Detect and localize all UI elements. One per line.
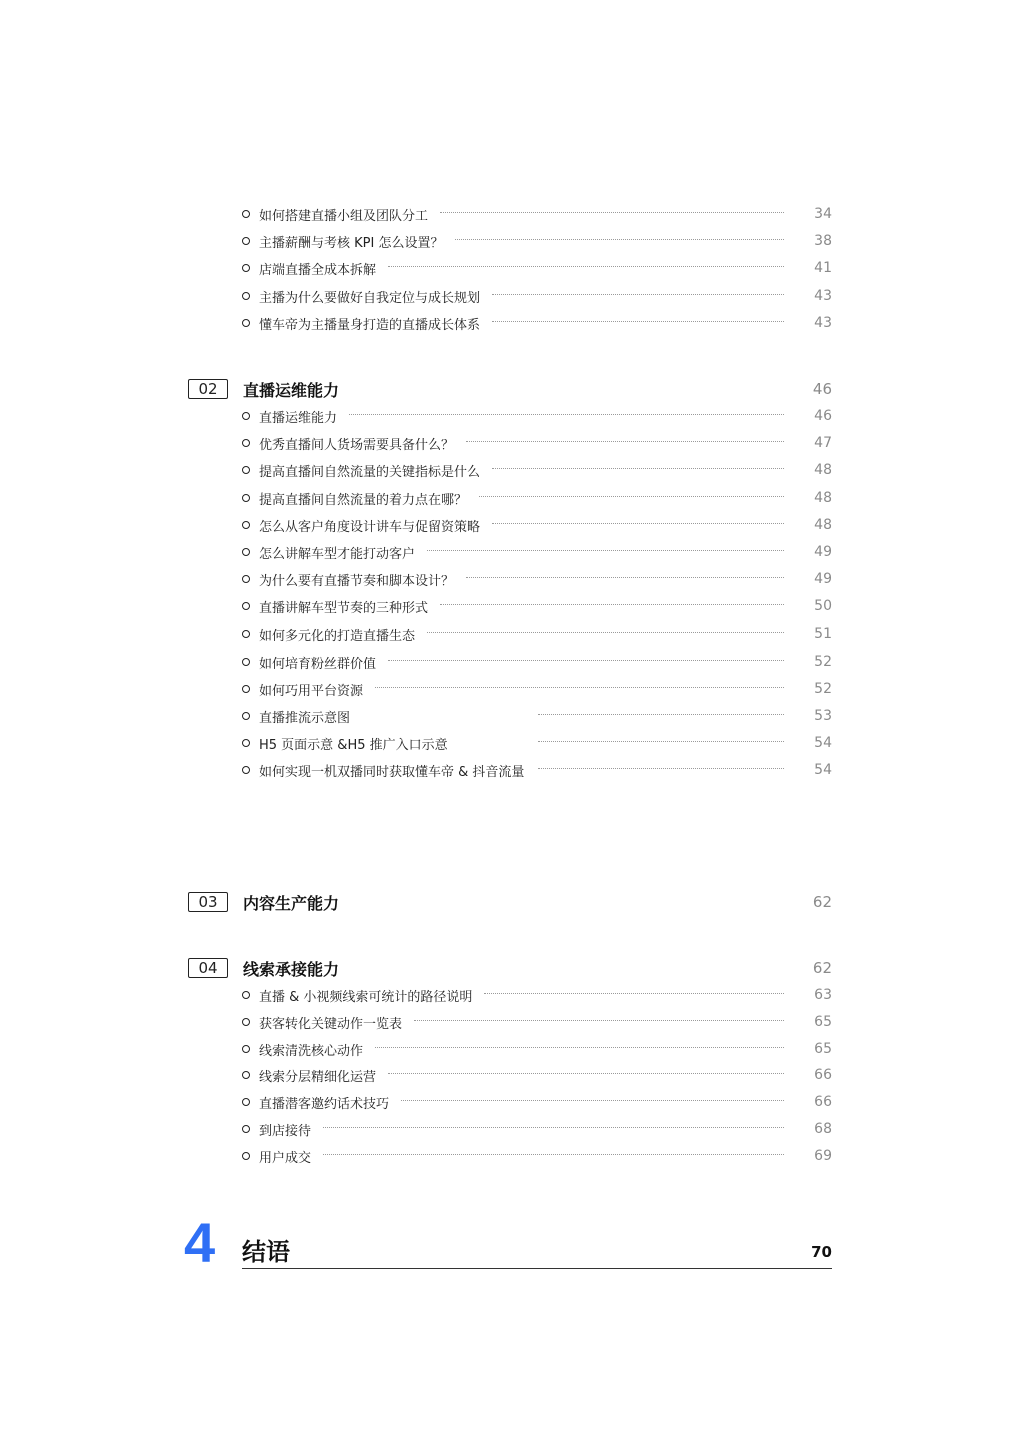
bullet-icon <box>242 1018 250 1026</box>
toc-entry[interactable] <box>242 286 832 306</box>
toc-entry-label: 直播运维能力 <box>259 410 338 426</box>
toc-entry[interactable] <box>242 433 832 453</box>
toc-entry-label: 线索分层精细化运营 <box>259 1069 377 1085</box>
toc-entry[interactable] <box>242 706 832 726</box>
bullet-icon <box>242 319 250 327</box>
bullet-icon <box>242 521 250 529</box>
bullet-icon <box>242 766 250 774</box>
chapter-title: 结语 <box>242 1238 290 1266</box>
toc-entry[interactable] <box>242 1092 832 1112</box>
dot-leader <box>466 441 784 442</box>
toc-entry-page: 66 <box>814 1067 832 1083</box>
dot-leader <box>492 468 784 469</box>
toc-entry[interactable] <box>242 652 832 672</box>
bullet-icon <box>242 1152 250 1160</box>
toc-entry-page: 54 <box>814 762 832 778</box>
toc-entry[interactable] <box>242 313 832 333</box>
dot-leader <box>388 660 784 661</box>
toc-entry-page: 38 <box>814 233 832 249</box>
bullet-icon <box>242 575 250 583</box>
toc-entry-label: 提高直播间自然流量的关键指标是什么 <box>259 464 481 480</box>
bullet-icon <box>242 1098 250 1106</box>
toc-entry-page: 66 <box>814 1094 832 1110</box>
toc-entry[interactable] <box>242 1065 832 1085</box>
bullet-icon <box>242 739 250 747</box>
toc-entry-label: 如何搭建直播小组及团队分工 <box>259 208 429 224</box>
toc-section-03[interactable] <box>188 890 832 914</box>
section-page: 62 <box>812 893 832 911</box>
dot-leader <box>375 1047 784 1048</box>
toc-entry[interactable] <box>242 624 832 644</box>
toc-entry[interactable] <box>242 406 832 426</box>
chapter-number: 4 <box>184 1211 216 1274</box>
toc-entry-label: 怎么讲解车型才能打动客户 <box>259 546 416 562</box>
dot-leader <box>484 993 784 994</box>
toc-entry-page: 63 <box>814 987 832 1003</box>
toc-entry[interactable] <box>242 1012 832 1032</box>
dot-leader <box>538 768 784 769</box>
dot-leader <box>492 294 784 295</box>
toc-entry-page: 47 <box>814 435 832 451</box>
bullet-icon <box>242 210 250 218</box>
section-page: 62 <box>812 959 832 977</box>
dot-leader <box>427 632 784 633</box>
toc-entry-page: 54 <box>814 735 832 751</box>
toc-entry-page: 52 <box>814 654 832 670</box>
toc-entry[interactable] <box>242 542 832 562</box>
toc-entry-page: 69 <box>814 1148 832 1164</box>
bullet-icon <box>242 658 250 666</box>
toc-entry-page: 48 <box>814 517 832 533</box>
toc-entry-page: 43 <box>814 288 832 304</box>
toc-entry-page: 51 <box>814 626 832 642</box>
toc-entry-page: 41 <box>814 260 832 276</box>
dot-leader <box>323 1127 784 1128</box>
dot-leader <box>388 266 784 267</box>
dot-leader <box>440 604 784 605</box>
bullet-icon <box>242 630 250 638</box>
dot-leader <box>455 239 784 240</box>
toc-entry[interactable] <box>242 1039 832 1059</box>
bullet-icon <box>242 991 250 999</box>
toc-entry[interactable] <box>242 733 832 753</box>
toc-entry-label: 到店接待 <box>259 1123 312 1139</box>
bullet-icon <box>242 264 250 272</box>
toc-entry-page: 65 <box>814 1041 832 1057</box>
dot-leader <box>349 414 784 415</box>
bullet-icon <box>242 602 250 610</box>
dot-leader <box>492 523 784 524</box>
toc-entry[interactable] <box>242 569 832 589</box>
dot-leader <box>479 496 784 497</box>
bullet-icon <box>242 494 250 502</box>
toc-entry[interactable] <box>242 460 832 480</box>
toc-entry[interactable] <box>242 596 832 616</box>
toc-section-02[interactable] <box>188 377 832 401</box>
chapter-underline <box>242 1268 832 1269</box>
toc-entry-page: 49 <box>814 544 832 560</box>
toc-entry-label: 店端直播全成本拆解 <box>259 262 377 278</box>
section-number-box: 04 <box>188 958 228 978</box>
toc-entry-label: 为什么要有直播节奏和脚本设计？ <box>259 573 455 589</box>
toc-entry[interactable] <box>242 204 832 224</box>
toc-entry[interactable] <box>242 488 832 508</box>
toc-entry[interactable] <box>242 760 832 780</box>
toc-entry-label: 主播薪酬与考核 KPI 怎么设置？ <box>259 235 444 251</box>
toc-entry-label: 直播讲解车型节奏的三种形式 <box>259 600 429 616</box>
toc-entry[interactable] <box>242 1119 832 1139</box>
toc-entry-page: 49 <box>814 571 832 587</box>
dot-leader <box>492 321 784 322</box>
toc-entry-page: 68 <box>814 1121 832 1137</box>
bullet-icon <box>242 1125 250 1133</box>
toc-entry-page: 65 <box>814 1014 832 1030</box>
toc-entry[interactable] <box>242 515 832 535</box>
section-title: 直播运维能力 <box>243 380 340 400</box>
toc-entry-label: 懂车帝为主播量身打造的直播成长体系 <box>259 317 481 333</box>
toc-entry[interactable] <box>242 231 832 251</box>
dot-leader <box>401 1100 784 1101</box>
section-page: 46 <box>812 380 832 398</box>
dot-leader <box>375 687 784 688</box>
bullet-icon <box>242 466 250 474</box>
toc-entry-page: 50 <box>814 598 832 614</box>
toc-entry-label: 如何培育粉丝群价值 <box>259 656 377 672</box>
toc-entry[interactable] <box>242 985 832 1005</box>
toc-entry-label: 直播 & 小视频线索可统计的路径说明 <box>259 989 473 1005</box>
bullet-icon <box>242 1045 250 1053</box>
toc-entry-page: 34 <box>814 206 832 222</box>
toc-entry-page: 46 <box>814 408 832 424</box>
toc-entry-label: 直播潜客邀约话术技巧 <box>259 1096 390 1112</box>
toc-entry-label: 如何多元化的打造直播生态 <box>259 628 416 644</box>
toc-entry-label: 获客转化关键动作一览表 <box>259 1016 403 1032</box>
bullet-icon <box>242 685 250 693</box>
section-number-box: 03 <box>188 892 228 912</box>
chapter-page: 70 <box>811 1243 832 1261</box>
dot-leader <box>466 577 784 578</box>
toc-entry-label: 如何巧用平台资源 <box>259 683 364 699</box>
toc-entry-page: 53 <box>814 708 832 724</box>
toc-chapter-4[interactable] <box>184 1212 832 1280</box>
toc-entry-label: 提高直播间自然流量的着力点在哪？ <box>259 492 468 508</box>
section-title: 内容生产能力 <box>243 893 340 913</box>
bullet-icon <box>242 712 250 720</box>
toc-entry-label: H5 页面示意 &H5 推广入口示意 <box>259 737 448 753</box>
toc-entry[interactable] <box>242 258 832 278</box>
bullet-icon <box>242 439 250 447</box>
toc-entry-label: 优秀直播间人货场需要具备什么？ <box>259 437 455 453</box>
toc-entry-page: 43 <box>814 315 832 331</box>
toc-entry-page: 48 <box>814 462 832 478</box>
dot-leader <box>440 212 784 213</box>
toc-entry-label: 直播推流示意图 <box>259 710 351 726</box>
bullet-icon <box>242 292 250 300</box>
dot-leader <box>323 1154 784 1155</box>
toc-entry-label: 主播为什么要做好自我定位与成长规划 <box>259 290 481 306</box>
dot-leader <box>388 1073 784 1074</box>
toc-entry-page: 48 <box>814 490 832 506</box>
dot-leader <box>538 741 784 742</box>
toc-entry[interactable] <box>242 1146 832 1166</box>
toc-entry-label: 怎么从客户角度设计讲车与促留资策略 <box>259 519 481 535</box>
bullet-icon <box>242 412 250 420</box>
section-number-box: 02 <box>188 379 228 399</box>
bullet-icon <box>242 548 250 556</box>
toc-entry[interactable] <box>242 679 832 699</box>
toc-entry-label: 如何实现一机双播同时获取懂车帝 & 抖音流量 <box>259 764 525 780</box>
toc-entry-label: 用户成交 <box>259 1150 312 1166</box>
bullet-icon <box>242 1071 250 1079</box>
dot-leader <box>414 1020 784 1021</box>
bullet-icon <box>242 237 250 245</box>
toc-section-04[interactable] <box>188 956 832 980</box>
toc-entry-page: 52 <box>814 681 832 697</box>
toc-entry-label: 线索清洗核心动作 <box>259 1043 364 1059</box>
dot-leader <box>538 714 784 715</box>
dot-leader <box>427 550 784 551</box>
section-title: 线索承接能力 <box>243 959 340 979</box>
